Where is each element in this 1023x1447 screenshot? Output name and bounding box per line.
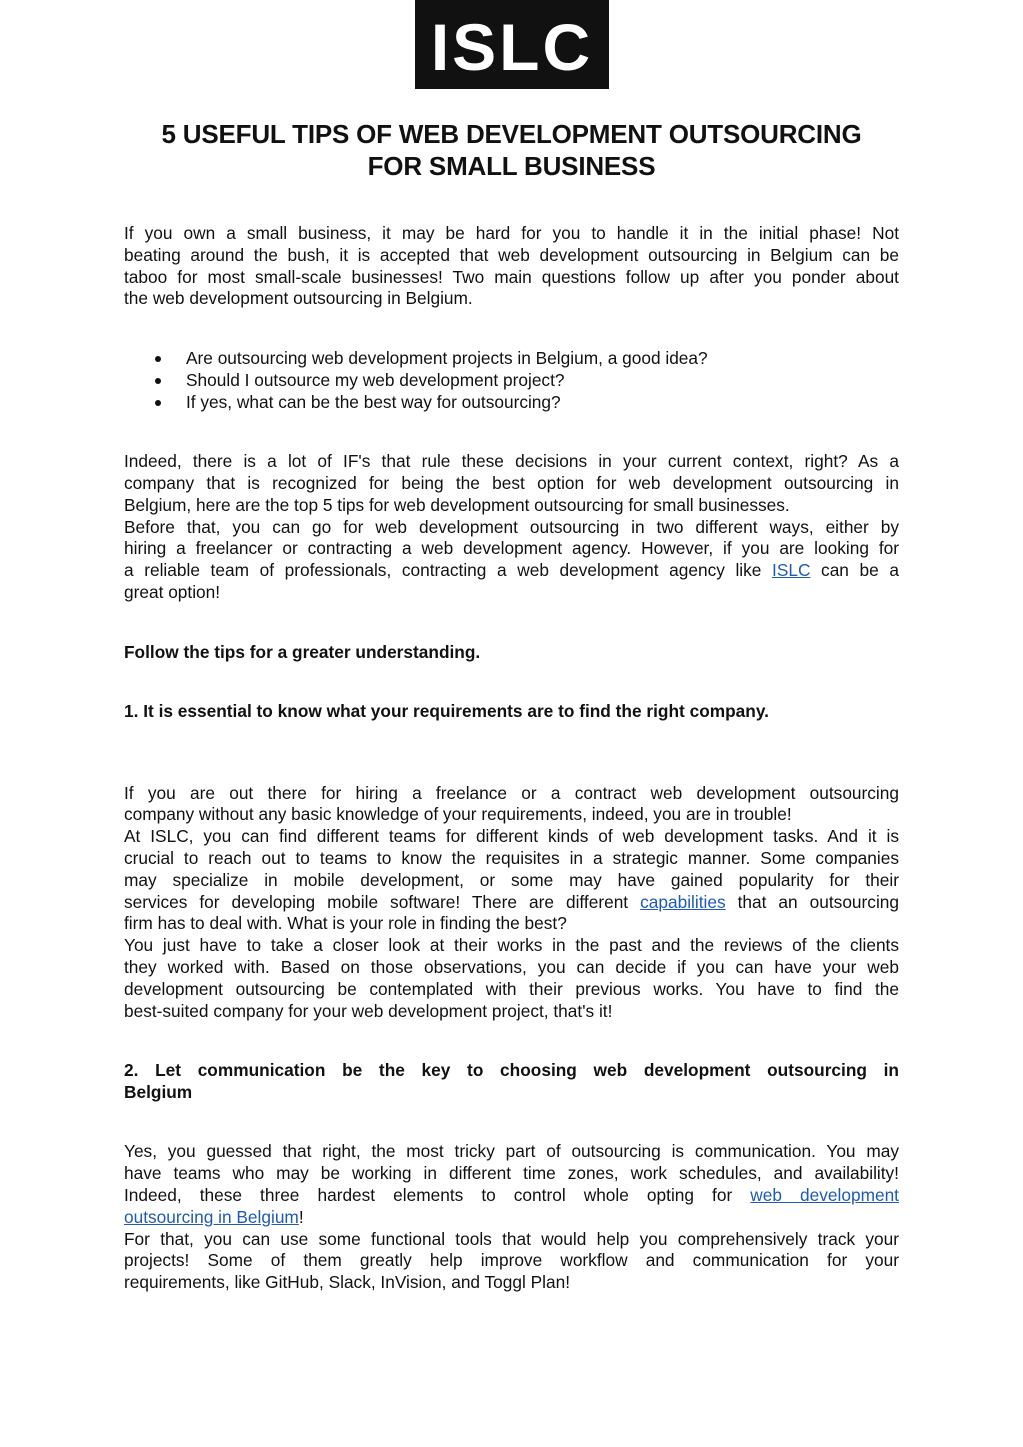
tip1-line-with-link xyxy=(124,892,899,914)
context-line: great option! xyxy=(124,581,221,602)
intro-line: beating around the bush, it is accepted that web development outsourcing in Belgium can be xyxy=(124,244,899,265)
tip2-heading-line: Belgium xyxy=(124,1081,193,1102)
tip2-line: requirements, like GitHub, Slack, InVision, and Toggl Plan! xyxy=(124,1272,571,1293)
list-item xyxy=(124,370,899,392)
question-text: If yes, what can be the best way for outsourcing? xyxy=(186,391,561,412)
islc-link[interactable]: ISLC xyxy=(772,560,811,581)
title-line-2: FOR SMALL BUSINESS xyxy=(367,151,656,181)
tip2-text: ! xyxy=(298,1206,304,1227)
tip1-paragraph xyxy=(124,783,899,1023)
tip2-text: Indeed, these three hardest elements to control whole opting for xyxy=(124,1185,751,1206)
context-text: can be a xyxy=(810,560,899,581)
title-line-1: 5 USEFUL TIPS OF WEB DEVELOPMENT OUTSOURCING xyxy=(161,119,862,149)
context-text: a reliable team of professionals, contracting a web development agency like xyxy=(124,560,773,581)
tip1-line: development outsourcing be contemplated with their previous works. You have to find the xyxy=(124,978,899,999)
tip2-line: For that, you can use some functional tools that would help you comprehensively track your xyxy=(124,1228,899,1249)
tip1-line: best-suited company for your web development project, that's it! xyxy=(124,1000,613,1021)
tip1-text: that an outsourcing xyxy=(725,891,899,912)
context-line: Belgium, here are the top 5 tips for web development outsourcing for small businesses. xyxy=(124,494,790,515)
bullet-icon xyxy=(155,378,161,384)
intro-line: If you own a small business, it may be hard for you to handle it in the initial phase! Not xyxy=(124,223,899,243)
document-title xyxy=(110,118,913,182)
tip2-paragraph xyxy=(124,1141,899,1294)
bullet-icon xyxy=(155,356,161,362)
tip1-line: firm has to deal with. What is your role in finding the best? xyxy=(124,913,567,934)
context-paragraph xyxy=(124,451,899,604)
tip2-heading xyxy=(124,1060,899,1104)
tip1-line: If you are out there for hiring a freelance or a contract web development outsourcing xyxy=(124,782,899,803)
intro-line: taboo for most small-scale businesses! Two main questions follow up after you ponder about xyxy=(124,266,899,287)
tip2-line: projects! Some of them greatly help improve workflow and communication for your xyxy=(124,1250,899,1271)
tip2-line: Yes, you guessed that right, the most tricky part of outsourcing is communication. You may xyxy=(124,1141,899,1162)
logo-text: ISLC xyxy=(430,10,594,84)
document-body xyxy=(124,223,899,1294)
tip2-heading-line: 2. Let communication be the key to choosing web development outsourcing in xyxy=(124,1060,899,1081)
follow-tips-heading: Follow the tips for a greater understanding. xyxy=(124,641,481,662)
intro-line: the web development outsourcing in Belgium. xyxy=(124,288,473,309)
context-line: hiring a freelancer or contracting a web development agency. However, if you are looking for xyxy=(124,538,899,559)
tip2-line-with-link xyxy=(124,1185,899,1207)
intro-paragraph xyxy=(124,223,899,310)
islc-logo xyxy=(415,0,609,89)
tip1-text: services for developing mobile software! There are different xyxy=(124,891,641,912)
web-development-link[interactable]: web development xyxy=(750,1185,899,1206)
question-text: Are outsourcing web development projects in Belgium, a good idea? xyxy=(186,347,708,368)
tip1-line: they worked with. Based on those observations, you can decide if you can have your web xyxy=(124,956,899,977)
context-line-with-link xyxy=(124,560,899,582)
context-line: Indeed, there is a lot of IF's that rule these decisions in your current context, right? As a xyxy=(124,451,899,472)
tip1-line: company without any basic knowledge of your requirements, indeed, you are in trouble! xyxy=(124,804,792,825)
list-item xyxy=(124,348,899,370)
context-line: Before that, you can go for web development outsourcing in two different ways, either by xyxy=(124,516,899,537)
list-item xyxy=(124,392,899,414)
bullet-icon xyxy=(155,400,161,406)
tip1-line: crucial to reach out to teams to know the requisites in a strategic manner. Some companies xyxy=(124,847,899,868)
question-text: Should I outsource my web development project? xyxy=(186,369,565,390)
tip1-line: At ISLC, you can find different teams for different kinds of web development tasks. And it is xyxy=(124,826,899,847)
tip2-line-with-link xyxy=(124,1207,899,1229)
context-line: company that is recognized for being the best option for web development outsourcing in xyxy=(124,472,899,493)
tip1-line: You just have to take a closer look at their works in the past and the reviews of the clients xyxy=(124,935,899,956)
islc-logo-mark xyxy=(415,0,609,89)
outsourcing-belgium-link[interactable]: outsourcing in Belgium xyxy=(124,1206,299,1227)
tip2-line: have teams who may be working in different time zones, work schedules, and availability! xyxy=(124,1163,899,1184)
capabilities-link[interactable]: capabilities xyxy=(640,891,726,912)
tip1-heading: 1. It is essential to know what your requirements are to find the right company. xyxy=(124,701,769,722)
tip1-line: may specialize in mobile development, or some may have gained popularity for their xyxy=(124,869,899,890)
questions-list xyxy=(124,348,899,413)
